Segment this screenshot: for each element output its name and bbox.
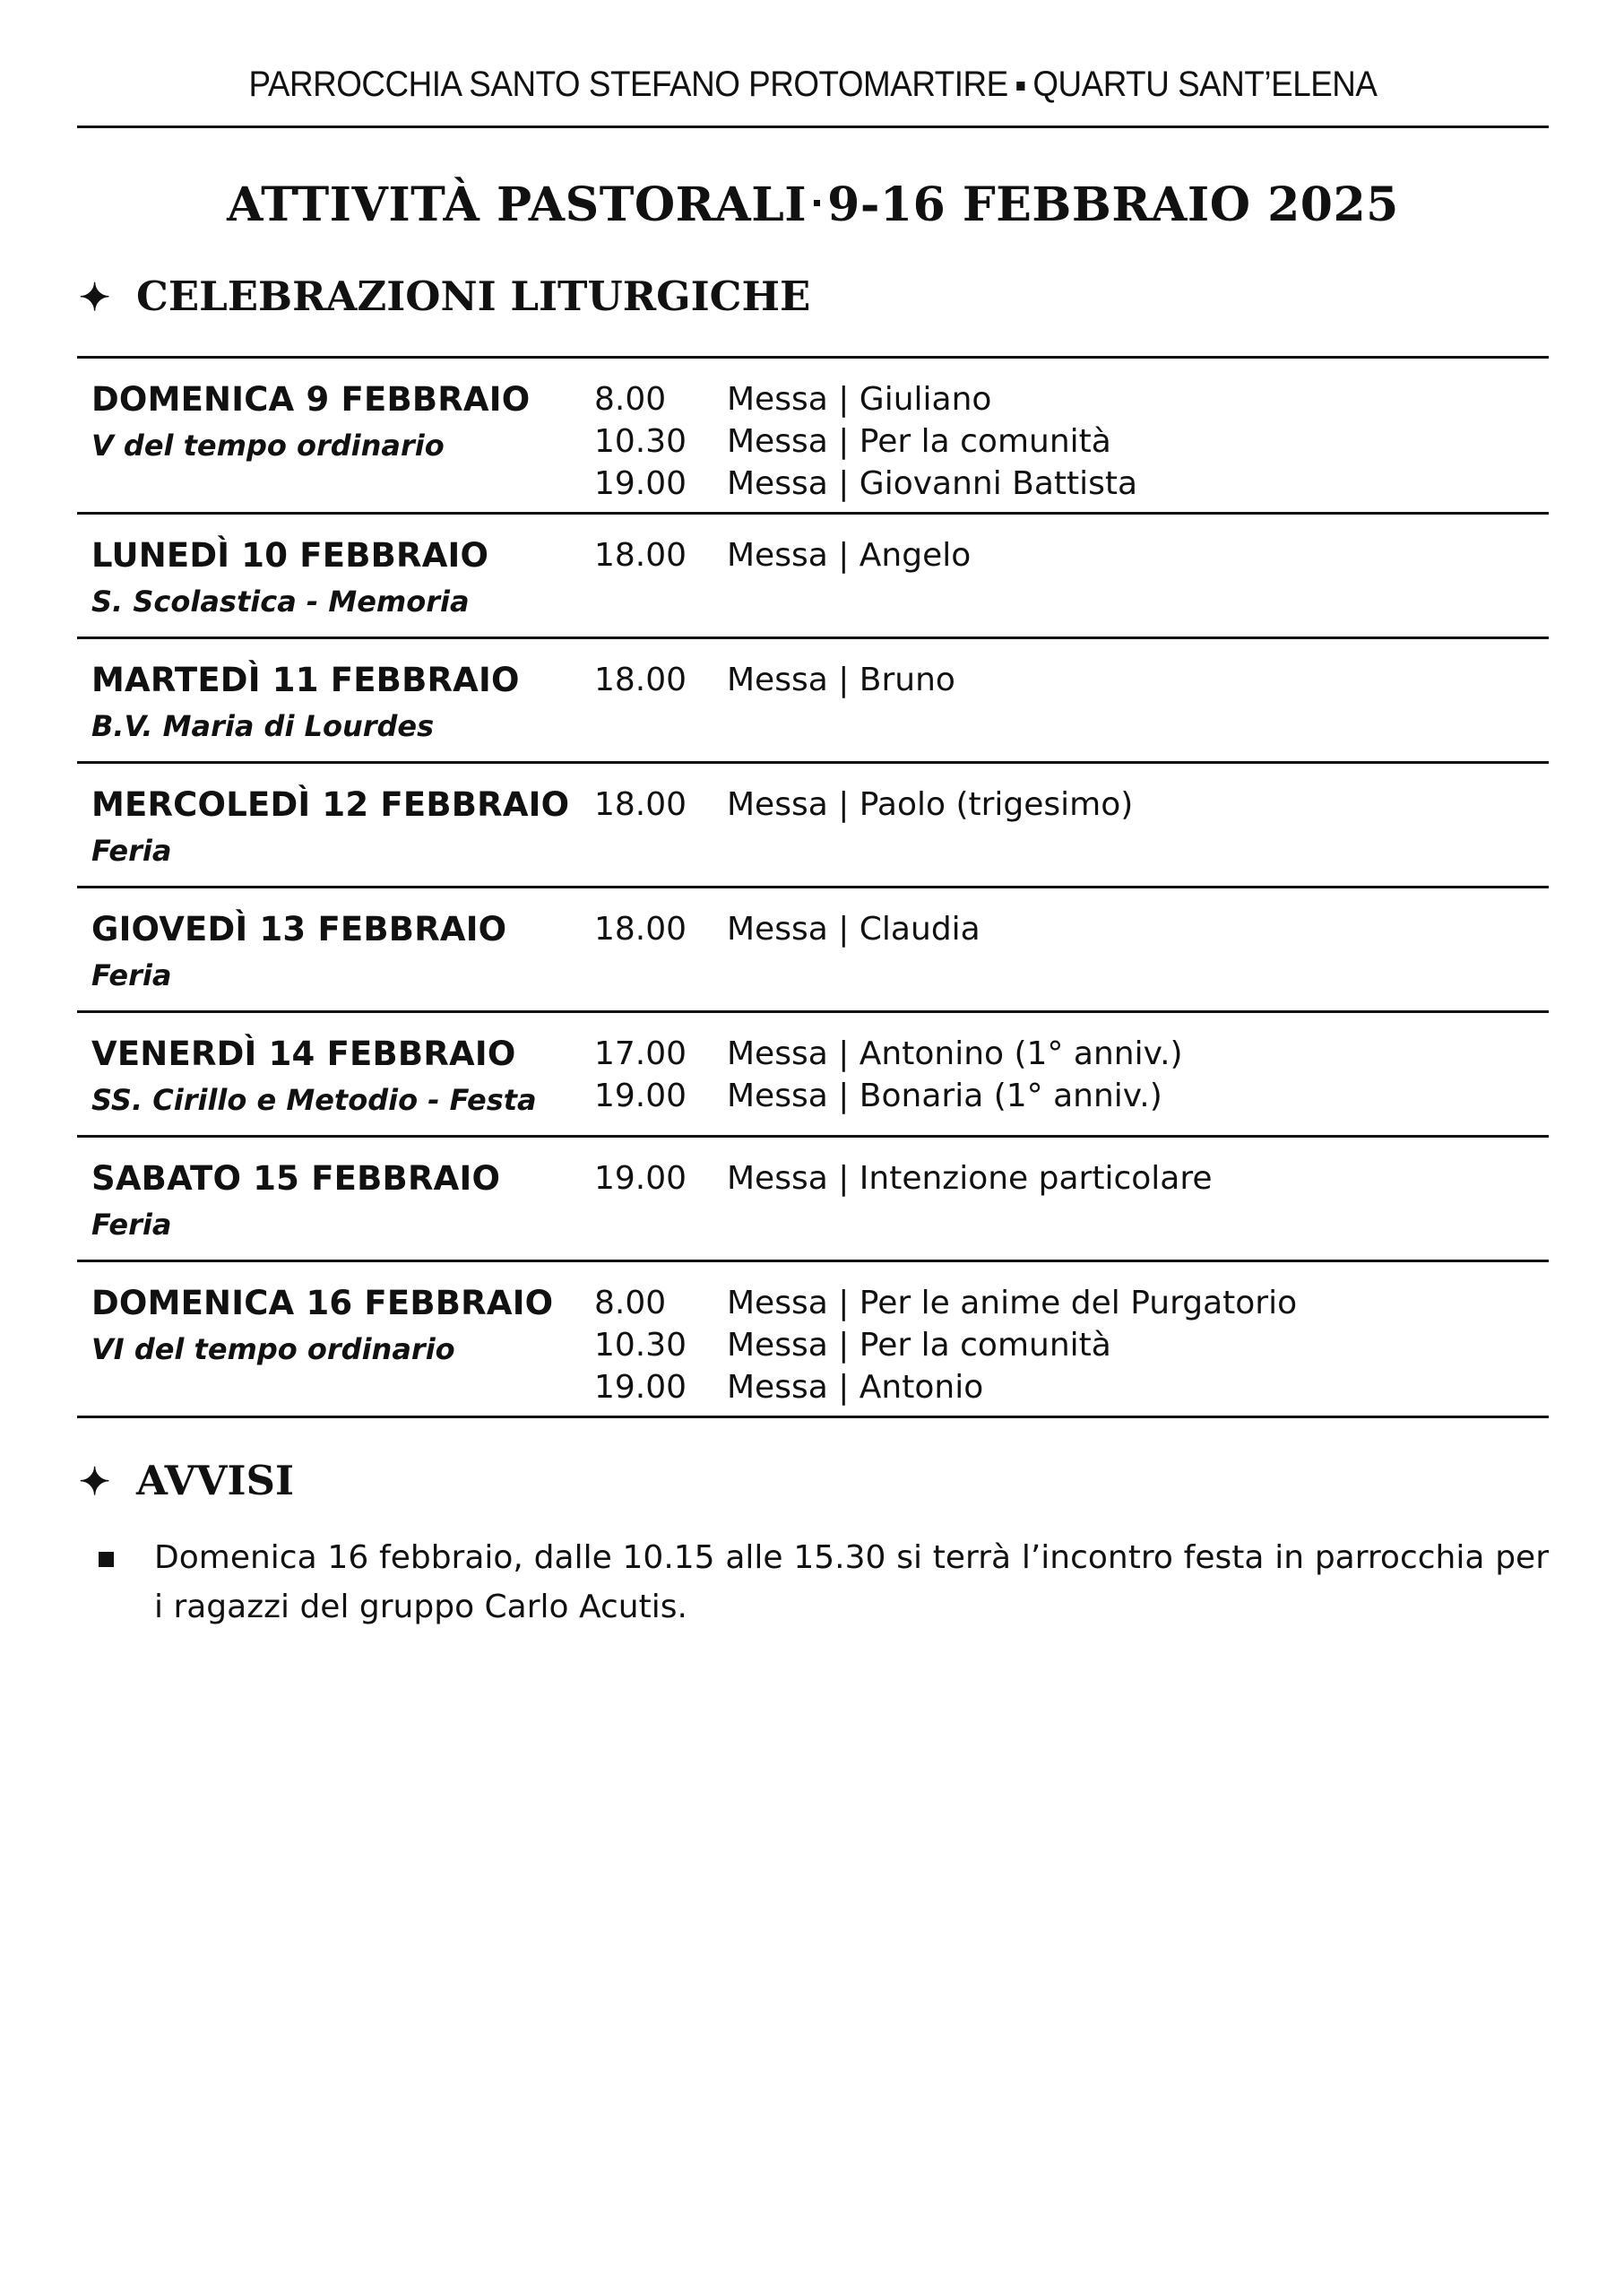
- mass-intention: Messa | Intenzione particolare: [727, 1160, 1213, 1197]
- mass-intention: Messa | Giuliano: [727, 381, 992, 418]
- mass-entry: [594, 378, 1137, 420]
- liturgy-label: VI del tempo ordinario: [91, 1332, 455, 1366]
- page-title: [77, 178, 1549, 232]
- day-label: VENERDÌ 14 FEBBRAIO: [91, 1035, 516, 1073]
- mass-intention: Messa | Per le anime del Purgatorio: [727, 1285, 1298, 1321]
- mass-time: 19.00: [594, 1078, 687, 1114]
- section-title-celebrations: CELEBRAZIONI LITURGICHE: [136, 273, 811, 320]
- mass-entry: [594, 784, 1133, 826]
- liturgy-label: Feria: [91, 958, 172, 992]
- mass-intention: Messa | Bruno: [727, 662, 955, 698]
- day-label: MARTEDÌ 11 FEBBRAIO: [91, 661, 520, 699]
- mass-intention: Messa | Antonio: [727, 1369, 984, 1406]
- separator-square-icon: [1016, 82, 1024, 91]
- title-dates: 9-16 FEBBRAIO 2025: [827, 178, 1399, 232]
- page-header: [136, 65, 1490, 105]
- liturgy-label: B.V. Maria di Lourdes: [91, 709, 435, 743]
- header-divider: [77, 126, 1549, 128]
- mass-entry: [594, 908, 980, 950]
- liturgy-label: Feria: [91, 834, 172, 868]
- mass-intention: Messa | Per la comunità: [727, 423, 1111, 460]
- section-heading-notices: [79, 1457, 294, 1504]
- mass-intention: Messa | Angelo: [727, 537, 972, 574]
- day-label: DOMENICA 16 FEBBRAIO: [91, 1284, 554, 1322]
- mass-entry: [594, 1282, 1297, 1324]
- mass-intention: Messa | Bonaria (1° anniv.): [727, 1078, 1162, 1114]
- day-label: DOMENICA 9 FEBBRAIO: [91, 380, 531, 419]
- mass-intention: Messa | Claudia: [727, 911, 980, 948]
- square-bullet-icon: [99, 1552, 114, 1567]
- section-heading-celebrations: [79, 273, 810, 320]
- mass-time: 19.00: [594, 1160, 687, 1197]
- schedule-row: [77, 639, 1549, 764]
- mass-time: 17.00: [594, 1035, 687, 1072]
- mass-entry: [594, 463, 1137, 505]
- mass-list: [594, 908, 980, 950]
- mass-list: [594, 1157, 1213, 1199]
- mass-time: 18.00: [594, 786, 687, 823]
- schedule-row: [77, 1262, 1549, 1418]
- mass-list: [594, 1282, 1297, 1408]
- mass-entry: [594, 534, 971, 576]
- mass-list: [594, 1033, 1183, 1117]
- mass-time: 18.00: [594, 911, 687, 948]
- title-activities: ATTIVITÀ PASTORALI: [227, 178, 808, 232]
- mass-entry: [594, 1075, 1183, 1117]
- mass-intention: Messa | Per la comunità: [727, 1327, 1111, 1364]
- notice-item: [77, 1533, 1549, 1632]
- mass-entry: [594, 1033, 1183, 1075]
- schedule-table: [77, 356, 1549, 1418]
- day-label: GIOVEDÌ 13 FEBBRAIO: [91, 910, 507, 948]
- schedule-row: [77, 1013, 1549, 1138]
- mass-entry: [594, 1324, 1297, 1366]
- mass-entry: [594, 659, 955, 701]
- day-label: SABATO 15 FEBBRAIO: [91, 1159, 501, 1198]
- mass-intention: Messa | Giovanni Battista: [727, 465, 1138, 502]
- mass-time: 8.00: [594, 1285, 667, 1321]
- mass-intention: Messa | Antonino (1° anniv.): [727, 1035, 1183, 1072]
- mass-list: [594, 534, 971, 576]
- liturgy-label: V del tempo ordinario: [91, 429, 445, 463]
- mass-entry: [594, 1157, 1213, 1199]
- mass-time: 8.00: [594, 381, 667, 418]
- mass-time: 18.00: [594, 537, 687, 574]
- mass-time: 10.30: [594, 423, 687, 460]
- notice-text: Domenica 16 febbraio, dalle 10.15 alle 15.30 si terrà l’incontro festa in parrocchia per i ragazzi del gruppo Carlo Acutis.: [154, 1539, 1549, 1625]
- mass-time: 10.30: [594, 1327, 687, 1364]
- liturgy-label: S. Scolastica - Memoria: [91, 585, 470, 619]
- city-name: QUARTU SANT’ELENA: [1032, 65, 1378, 104]
- liturgy-label: SS. Cirillo e Metodio - Festa: [91, 1083, 537, 1117]
- liturgy-label: Feria: [91, 1208, 172, 1242]
- star-icon: ✦: [79, 275, 111, 319]
- schedule-row: [77, 515, 1549, 639]
- schedule-row: [77, 888, 1549, 1013]
- schedule-row: [77, 359, 1549, 515]
- section-title-notices: AVVISI: [136, 1457, 295, 1504]
- schedule-row: [77, 1138, 1549, 1262]
- mass-list: [594, 784, 1133, 826]
- day-label: LUNEDÌ 10 FEBBRAIO: [91, 536, 489, 575]
- mass-time: 19.00: [594, 1369, 687, 1406]
- mass-entry: [594, 420, 1137, 463]
- mass-list: [594, 378, 1137, 505]
- title-separator-dot-icon: [814, 200, 820, 206]
- mass-entry: [594, 1366, 1297, 1408]
- mass-time: 18.00: [594, 662, 687, 698]
- star-icon: ✦: [79, 1459, 111, 1503]
- mass-intention: Messa | Paolo (trigesimo): [727, 786, 1134, 823]
- day-label: MERCOLEDÌ 12 FEBBRAIO: [91, 785, 570, 824]
- parish-name: PARROCCHIA SANTO STEFANO PROTOMARTIRE: [248, 65, 1008, 104]
- mass-list: [594, 659, 955, 701]
- schedule-row: [77, 764, 1549, 888]
- mass-time: 19.00: [594, 465, 687, 502]
